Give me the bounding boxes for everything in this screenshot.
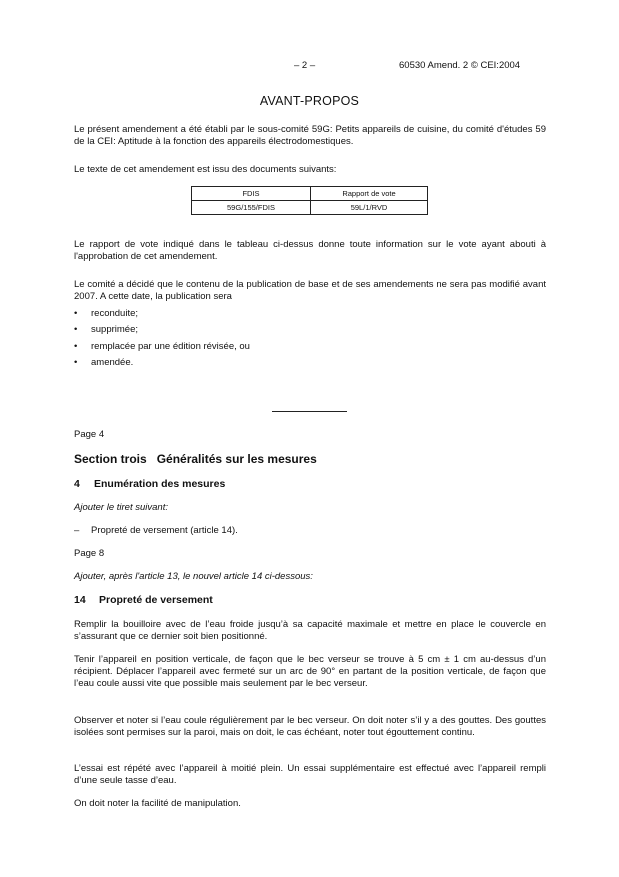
page-reference-4: Page 4 <box>74 429 105 440</box>
voting-documents-table <box>191 186 428 215</box>
table-row <box>192 201 428 215</box>
table-header-row <box>192 187 428 201</box>
instruction-add-dash: Ajouter le tiret suivant: <box>74 502 168 513</box>
table-cell: 59G/155/FDIS <box>192 201 311 215</box>
foreword-paragraph-4: Le comité a décidé que le contenu de la publication de base et de ses amendements ne sera pas modifié avant 2007. A cette date, la publication sera <box>74 279 546 302</box>
clause-title: Propreté de versement <box>99 594 213 606</box>
bullet-icon: • <box>74 324 78 335</box>
list-item: • supprimée; <box>74 324 138 335</box>
clause-number: 4 <box>74 478 80 490</box>
foreword-paragraph-2: Le texte de cet amendement est issu des documents suivants: <box>74 164 337 175</box>
bullet-icon: • <box>74 308 78 319</box>
page-reference-8: Page 8 <box>74 548 105 559</box>
bullet-icon: • <box>74 357 78 368</box>
section-label: Section trois <box>74 452 147 466</box>
clause-14-paragraph-4: L’essai est répété avec l’appareil à moitié plein. Un essai supplémentaire est effectué avec l’appareil rempli d’une seule tasse d’eau. <box>74 763 546 786</box>
list-item: • remplacée par une édition révisée, ou <box>74 341 250 352</box>
table-cell: 59L/1/RVD <box>311 201 428 215</box>
page-title: AVANT-PROPOS <box>259 94 360 108</box>
list-item: • amendée. <box>74 357 134 368</box>
clause-14-paragraph-3: Observer et noter si l’eau coule régulièrement par le bec verseur. On doit noter s’il y a des gouttes. Des gouttes isolées sont permises sur la paroi, mais on doit, le cas échéant, noter tout égouttement continu. <box>74 715 546 738</box>
instruction-add-clause: Ajouter, après l'article 13, le nouvel article 14 ci-dessous: <box>74 571 313 582</box>
foreword-paragraph-3: Le rapport de vote indiqué dans le tableau ci-dessus donne toute information sur le vote ayant abouti à l'approbation de cet amendement. <box>74 239 546 262</box>
document-reference: 60530 Amend. 2 © CEI:2004 <box>399 60 521 71</box>
dash-item <box>74 525 238 537</box>
separator-rule <box>272 411 347 412</box>
clause-14-heading <box>74 594 213 606</box>
dash-icon: – <box>74 525 80 536</box>
foreword-paragraph-1: Le présent amendement a été établi par le sous-comité 59G: Petits appareils de cuisine, du comité d'études 59 de la CEI: Aptitude à la fonction des appareils électrodomestiques. <box>74 124 546 147</box>
clause-14-paragraph-1: Remplir la bouilloire avec de l’eau froide jusqu’à sa capacité maximale et mettre en place le couvercle en s’assurant que ce dernier soit bien positionné. <box>74 619 546 642</box>
table-header-cell: FDIS <box>192 187 311 201</box>
page-number: – 2 – <box>294 60 316 71</box>
clause-14-paragraph-5: On doit noter la facilité de manipulation. <box>74 798 241 809</box>
clause-14-paragraph-2: Tenir l’appareil en position verticale, de façon que le bec verseur se trouve à 5 cm ± 1 cm au-dessus d’un récipient. Déplacer l’appareil avec fermeté sur un arc de 90° en partant de la position verticale, de façon que l’eau coule aussi vite que possible mais seulement par le bec verseur. <box>74 654 546 689</box>
dash-item-text: Propreté de versement (article 14). <box>91 525 238 536</box>
clause-number: 14 <box>74 594 86 606</box>
table-header-cell: Rapport de vote <box>311 187 428 201</box>
section-title: Généralités sur les mesures <box>156 452 317 466</box>
bullet-icon: • <box>74 341 78 352</box>
section-heading <box>74 452 317 466</box>
list-item: • reconduite; <box>74 308 139 319</box>
clause-title: Enumération des mesures <box>94 478 226 490</box>
clause-4-heading <box>74 478 225 490</box>
